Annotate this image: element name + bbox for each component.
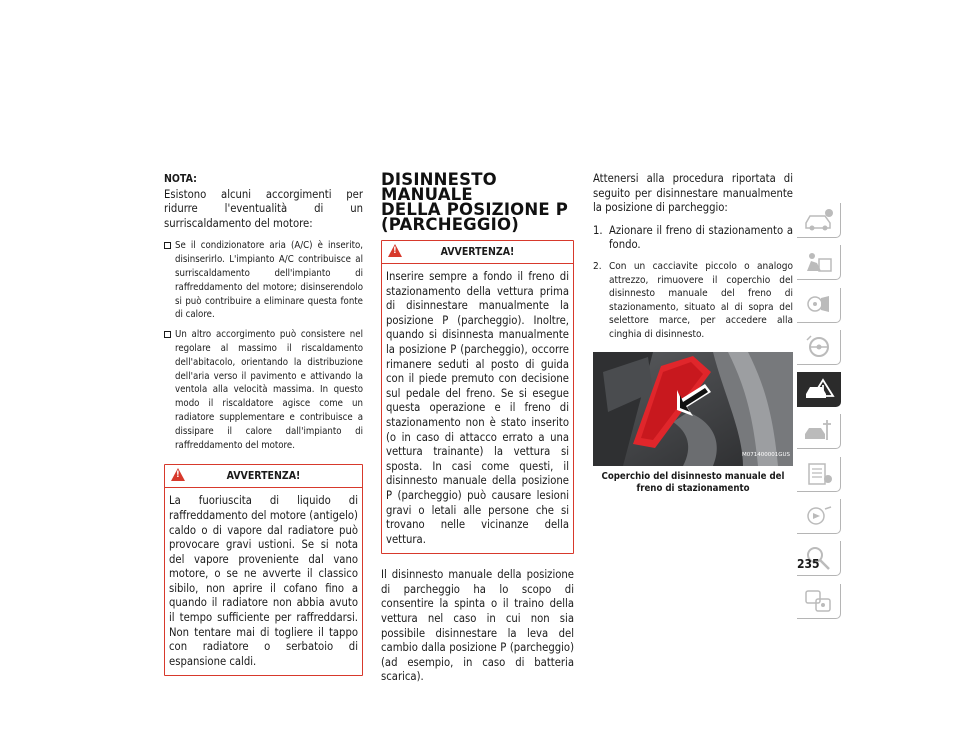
warning-title: AVVERTENZA! bbox=[226, 470, 301, 483]
image-code: M071400001GUS bbox=[741, 451, 790, 458]
emergency-icon bbox=[803, 376, 835, 402]
note-label: NOTA: bbox=[164, 173, 197, 185]
starting-icon bbox=[803, 292, 835, 318]
middle-column bbox=[381, 172, 574, 685]
tab-service[interactable] bbox=[797, 414, 841, 449]
list-item: 2. Con un cacciavite piccolo o analogo attrezzo, rimuovere il coperchio del disinnesto manuale del freno di stazionamento, situato al di sopra del selettore marce, per accedere alla cinghia di disinnesto. bbox=[593, 260, 793, 340]
square-bullet-icon bbox=[164, 331, 171, 338]
tab-safety[interactable] bbox=[797, 245, 841, 280]
section-heading: DISINNESTO MANUALE DELLA POSIZIONE P (PARCHEGGIO) bbox=[381, 170, 569, 234]
warning-triangle-icon: ! bbox=[171, 468, 185, 481]
list-item: Un altro accorgimento può consistere nel regolare al massimo il riscaldamento dell'abitacolo, orientando la distribuzione dell'aria verso il pavimento e attivando la ventola alla velocità massima. In questo modo il riscaldatore agisce come un radiatore supplementare e contribuisce a dissipare il calore dall'impianto di raffreddamento del motore. bbox=[164, 328, 363, 452]
specifications-icon bbox=[803, 461, 835, 487]
warning-header bbox=[382, 241, 573, 264]
warning-text: La fuoriuscita di liquido di raffreddamento del motore (antigelo) caldo o di vapore dal radiatore può provocare gravi ustioni. Se si nota del vapore proveniente dal vano motore, o se ne avverte il classico sibilo, non aprire il cofano fino a quando il radiatore non abbia avuto il tempo sufficiente per raffreddarsi. Non tentare mai di togliere il tappo con radiatore o serbatoio di espansione caldi. bbox=[169, 494, 358, 668]
image-caption: Coperchio del disinnesto manuale del freno di stazionamento bbox=[601, 470, 785, 495]
body-paragraph: Il disinnesto manuale della posizione di parcheggio ha lo scopo di consentire la spinta o il traino della vettura nel caso in cui non sia possibile disinnestare la leva del cambio dalla posizione P (parcheggio) (ad esempio, in caso di batteria scarica). bbox=[381, 568, 574, 684]
tab-multimedia[interactable] bbox=[797, 499, 841, 534]
tab-starting[interactable] bbox=[797, 288, 841, 323]
intro-paragraph: Attenersi alla procedura riportata di seguito per disinnestare manualmente la posizione di parcheggio: bbox=[593, 172, 793, 215]
square-bullet-icon bbox=[164, 242, 171, 249]
tab-specifications[interactable] bbox=[797, 457, 841, 492]
tab-emergency[interactable] bbox=[797, 372, 841, 407]
safety-icon bbox=[803, 249, 835, 275]
warning-triangle-icon: ! bbox=[388, 244, 402, 257]
multimedia-icon bbox=[803, 503, 835, 529]
vehicle-info-icon bbox=[803, 207, 835, 233]
tab-language[interactable] bbox=[797, 584, 841, 619]
note-text: Esistono alcuni accorgimenti per ridurre l'eventualità di un surriscaldamento del motore: bbox=[164, 187, 363, 230]
warning-title: AVVERTENZA! bbox=[440, 246, 515, 258]
steering-wheel-icon bbox=[803, 334, 835, 360]
warning-text: Inserire sempre a fondo il freno di stazionamento della vettura prima di disinnestare manualmente la posizione P (parcheggio). Inoltre, quando si disinnesta manualmente la posizione P (parcheggio), occorre rimanere seduti al posto di guida con il piede premuto con decisione sul pedale del freno. Se si esegue questa operazione e il freno di stazionamento non è stato inserito (o in caso di attacco errato a una vettura trainante) la vettura si sposta. In casi come questi, il disinnesto manuale della posizione P (parcheggio) può causare lesioni gravi o letali alle persone che si trovano nelle vicinanze della vettura. bbox=[386, 270, 569, 546]
warning-header bbox=[165, 465, 362, 488]
list-item: Se il condizionatore aria (A/C) è inserito, disinserirlo. L'impianto A/C contribuisce al surriscaldamento dell'impianto di raffreddamento del motore; disinserendolo si può contribuire a eliminare questa fonte di calore. bbox=[164, 239, 363, 322]
warning-box bbox=[381, 240, 574, 554]
warning-box bbox=[164, 464, 363, 676]
page-number: 235 bbox=[797, 557, 820, 571]
bullet-list bbox=[164, 239, 363, 452]
shifter-cover-photo bbox=[593, 352, 793, 466]
language-icon bbox=[803, 588, 835, 614]
right-column bbox=[593, 172, 793, 496]
service-icon bbox=[803, 418, 835, 444]
tab-steering[interactable] bbox=[797, 330, 841, 365]
tab-vehicle-info[interactable] bbox=[797, 203, 841, 238]
left-column bbox=[164, 172, 363, 676]
steps-list bbox=[593, 224, 793, 342]
list-item: 1. Azionare il freno di stazionamento a fondo. bbox=[593, 223, 793, 252]
